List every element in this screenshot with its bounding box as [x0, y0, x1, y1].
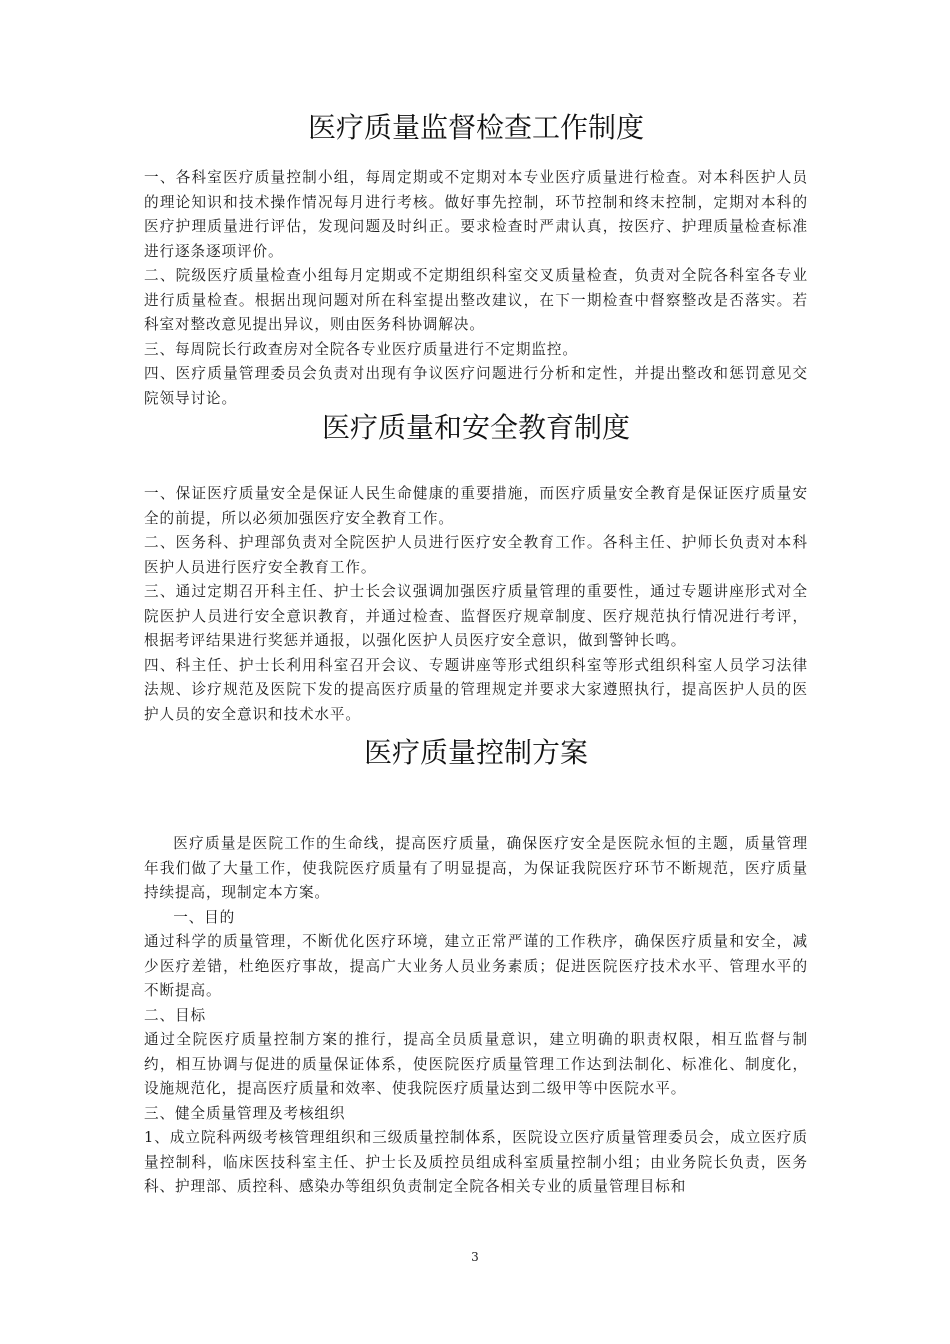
paragraph: 三、每周院长行政查房对全院各专业医疗质量进行不定期监控。 [144, 340, 578, 358]
intro-paragraph: 医疗质量是医院工作的生命线，提高医疗质量，确保医疗安全是医院永恒的主题，质量管理年我们做了大量工作，使我院医疗质量有了明显提高，为保证我院医疗环节不断规范，医疗质量持续提高，现制定本方案。 [144, 835, 808, 901]
paragraph: 一、保证医疗质量安全是保证人民生命健康的重要措施，而医疗质量安全教育是保证医疗质量安全的前提，所以必须加强医疗安全教育工作。 [144, 485, 808, 527]
paragraph: 通过科学的质量管理，不断优化医疗环境，建立正常严谨的工作秩序，确保医疗质量和安全，减少医疗差错，杜绝医疗事故，提高广大业务人员业务素质；促进医院医疗技术水平、管理水平的不断提高。 [144, 933, 808, 999]
section-title: 医疗质量控制方案 [363, 736, 588, 769]
paragraph: 二、院级医疗质量检查小组每月定期或不定期组织科室交叉质量检查，负责对全院各科室各专业进行质量检查。根据出现问题对所在科室提出整改建议，在下一期检查中督察整改是否落实。若科室对整改意见提出异议，则由医务科协调解决。 [144, 267, 808, 333]
paragraph: 一、各科室医疗质量控制小组，每周定期或不定期对本专业医疗质量进行检查。对本科医护人员的理论知识和技术操作情况每月进行考核。做好事先控制，环节控制和终末控制，定期对本科的医疗护理质量进行评估，发现问题及时纠正。要求检查时严肃认真，按医疗、护理质量检查标准进行逐条逐项评价。 [144, 169, 808, 260]
paragraph: 1、成立院科两级考核管理组织和三级质量控制体系，医院设立医疗质量管理委员会，成立医疗质量控制科，临床医技科室主任、护士长及质控员组成科室质量控制小组；由业务院长负责，医务科、护理部、质控科、感染办等组织负责制定全院各相关专业的质量管理目标和 [144, 1129, 808, 1195]
section-title: 医疗质量和安全教育制度 [321, 411, 630, 444]
subheading-goal: 二、目标 [144, 1006, 206, 1024]
page-number: 3 [471, 1250, 479, 1264]
paragraph: 四、科主任、护士长利用科室召开会议、专题讲座等形式组织科室等形式组织科室人员学习法律法规、诊疗规范及医院下发的提高医疗质量的管理规定并要求大家遵照执行，提高医护人员的医护人员的安全意识和技术水平。 [144, 656, 808, 723]
paragraph: 三、通过定期召开科主任、护士长会议强调加强医疗质量管理的重要性，通过专题讲座形式对全院医护人员进行安全意识教育，并通过检查、监督医疗规章制度、医疗规范执行情况进行考评，根据考评结果进行奖惩并通报，以强化医护人员医疗安全意识，做到警钟长鸣。 [144, 583, 808, 649]
section-safety-education [144, 408, 808, 727]
subheading-organization: 三、健全质量管理及考核组织 [144, 1104, 346, 1122]
section-quality-supervision [144, 108, 808, 411]
section-title: 医疗质量监督检查工作制度 [307, 111, 644, 144]
paragraph: 四、医疗质量管理委员会负责对出现有争议医疗问题进行分析和定性，并提出整改和惩罚意见交院领导讨论。 [144, 365, 808, 407]
paragraph: 二、医务科、护理部负责对全院医护人员进行医疗安全教育工作。各科主任、护师长负责对本科医护人员进行医疗安全教育工作。 [144, 534, 808, 576]
subheading-purpose: 一、目的 [173, 908, 236, 926]
section-quality-control-plan [144, 733, 808, 1200]
paragraph: 通过全院医疗质量控制方案的推行，提高全员质量意识，建立明确的职责权限，相互监督与制约，相互协调与促进的质量保证体系，使医院医疗质量管理工作达到法制化、标准化、制度化，设施规范化，提高医疗质量和效率、使我院医疗质量达到二级甲等中医院水平。 [144, 1031, 808, 1097]
title-spacer [144, 148, 808, 166]
title-spacer [144, 448, 808, 482]
title-spacer [144, 773, 808, 832]
